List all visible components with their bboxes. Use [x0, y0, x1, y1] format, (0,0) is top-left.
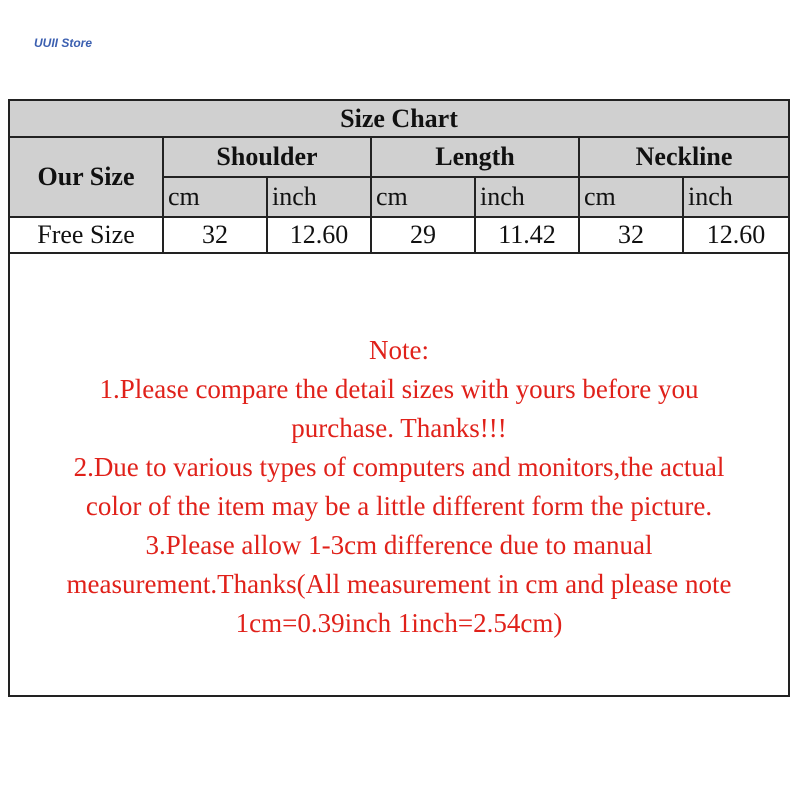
unit-cell: inch [267, 177, 371, 217]
value-cell: 29 [371, 217, 475, 253]
unit-cell: cm [163, 177, 267, 217]
table-row [10, 217, 788, 253]
note-line: color of the item may be a little different form the picture. [85, 491, 713, 521]
unit-cell: cm [371, 177, 475, 217]
note-line: 2.Due to various types of computers and monitors,the actual [73, 452, 725, 482]
table-title: Size Chart [10, 101, 788, 137]
note-line: purchase. Thanks!!! [291, 413, 507, 443]
unit-cell: inch [475, 177, 579, 217]
shoulder-header: Shoulder [163, 137, 371, 177]
size-label: Free Size [10, 217, 163, 253]
note-line: 1.Please compare the detail sizes with yours before you [99, 374, 699, 404]
size-chart-panel [8, 99, 790, 697]
group-header-row [10, 137, 788, 177]
value-cell: 12.60 [683, 217, 788, 253]
note-line: measurement.Thanks(All measurement in cm and please note [66, 569, 732, 599]
value-cell: 32 [579, 217, 683, 253]
our-size-header: Our Size [10, 137, 163, 217]
note-heading: Note: [369, 335, 429, 365]
note-line: 1cm=0.39inch 1inch=2.54cm) [235, 608, 563, 638]
store-watermark: UUII Store [34, 36, 93, 50]
size-chart-table [10, 101, 788, 254]
notes-block [10, 331, 788, 643]
length-header: Length [371, 137, 579, 177]
value-cell: 12.60 [267, 217, 371, 253]
neckline-header: Neckline [579, 137, 788, 177]
title-row [10, 101, 788, 137]
unit-cell: inch [683, 177, 788, 217]
note-line: 3.Please allow 1-3cm difference due to manual [145, 530, 653, 560]
value-cell: 32 [163, 217, 267, 253]
value-cell: 11.42 [475, 217, 579, 253]
unit-cell: cm [579, 177, 683, 217]
